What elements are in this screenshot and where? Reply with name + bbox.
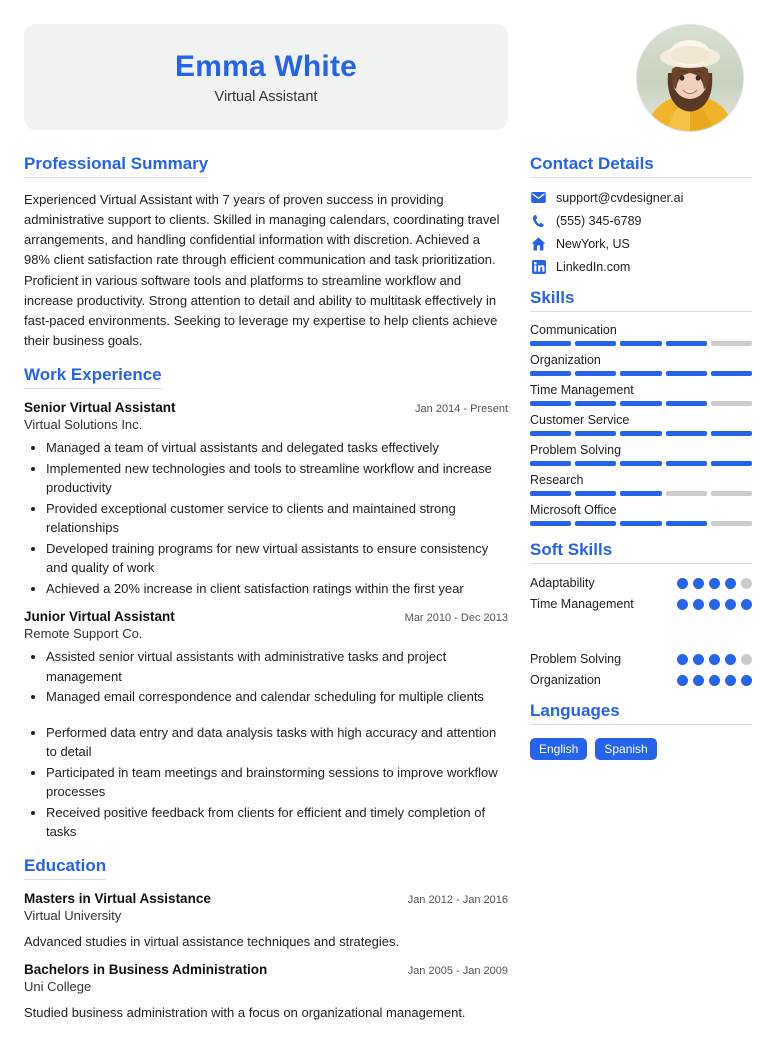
list-item: • Developed training programs for new virtual assistants to ensure consistency and quality of work <box>46 539 508 578</box>
soft-skill-row <box>530 673 752 687</box>
section-skills <box>530 288 752 526</box>
skill-bar-segment <box>666 371 707 376</box>
rating-dot <box>741 599 752 610</box>
education-entry <box>24 891 508 952</box>
work-bullets <box>24 647 508 842</box>
skill-bar-segment <box>530 371 571 376</box>
list-item: • Achieved a 20% increase in client satisfaction ratings within the first year <box>46 579 508 599</box>
rating-dot <box>741 578 752 589</box>
skill-bar-segment <box>575 371 616 376</box>
sidebar-column <box>530 154 752 1037</box>
phone-icon <box>530 213 547 228</box>
section-heading-languages: Languages <box>530 701 752 725</box>
rating-dot <box>709 675 720 686</box>
skill-label: Customer Service <box>530 413 630 427</box>
language-tag[interactable]: English <box>530 738 587 760</box>
skill-level-bar <box>530 461 752 466</box>
skill-bar-segment <box>530 401 571 406</box>
soft-skill-label: Time Management <box>530 597 634 611</box>
list-item: • Provided exceptional customer service to clients and maintained strong relationships <box>46 499 508 538</box>
soft-skill-row <box>530 576 752 590</box>
skill-bar-segment <box>530 431 571 436</box>
soft-skill-group <box>530 652 752 687</box>
skill-bar-segment <box>711 431 752 436</box>
soft-skill-rating <box>677 578 752 589</box>
skill-bar-segment <box>666 341 707 346</box>
contact-item-location[interactable] <box>530 236 752 251</box>
skill-bar-segment <box>666 431 707 436</box>
skill-bar-segment <box>530 521 571 526</box>
skill-bar-segment <box>575 401 616 406</box>
skill-label: Microsoft Office <box>530 503 617 517</box>
skill-bar-segment <box>620 371 661 376</box>
soft-skill-label: Adaptability <box>530 576 595 590</box>
soft-skill-rating <box>677 599 752 610</box>
profile-photo-illustration <box>637 25 743 131</box>
resume-header <box>24 24 744 140</box>
resume-body <box>24 154 744 1037</box>
skill-level-bar <box>530 341 752 346</box>
list-item: • Participated in team meetings and brainstorming sessions to improve workflow processes <box>46 763 508 802</box>
home-icon <box>530 236 547 251</box>
linkedin-icon <box>530 259 547 274</box>
skill-label: Time Management <box>530 383 634 397</box>
education-degree: Masters in Virtual Assistance <box>24 890 211 906</box>
section-languages <box>530 701 752 760</box>
skill-bar-segment <box>575 341 616 346</box>
rating-dot <box>725 578 736 589</box>
skill-bar-segment <box>711 491 752 496</box>
list-item: • Performed data entry and data analysis tasks with high accuracy and attention to detail <box>46 723 508 762</box>
skill-bar-segment <box>711 521 752 526</box>
soft-skill-label: Problem Solving <box>530 652 622 666</box>
skill-item <box>530 413 752 436</box>
education-degree: Bachelors in Business Administration <box>24 962 268 978</box>
work-role: Senior Virtual Assistant <box>24 400 176 416</box>
rating-dot <box>677 599 688 610</box>
contact-item-linkedin[interactable] <box>530 259 752 274</box>
rating-dot <box>677 675 688 686</box>
skill-bar-segment <box>575 461 616 466</box>
job-title: Virtual Assistant <box>214 89 318 105</box>
list-item: • Managed email correspondence and calendar scheduling for multiple clients <box>46 687 508 707</box>
rating-dot <box>725 675 736 686</box>
work-entry-head <box>24 609 508 624</box>
section-heading-summary: Professional Summary <box>24 154 208 178</box>
list-item: • Implemented new technologies and tools to streamline workflow and increase productivity <box>46 459 508 498</box>
list-item: • Managed a team of virtual assistants and delegated tasks effectively <box>46 438 508 458</box>
skill-label: Organization <box>530 353 601 367</box>
list-item: • Received positive feedback from clients for efficient and timely completion of tasks <box>46 803 508 842</box>
skill-bar-segment <box>711 401 752 406</box>
skill-label: Problem Solving <box>530 443 622 457</box>
language-tag[interactable]: Spanish <box>595 738 656 760</box>
education-institution: Virtual University <box>24 907 122 923</box>
skill-bar-segment <box>620 491 661 496</box>
skill-item <box>530 383 752 406</box>
rating-dot <box>725 654 736 665</box>
rating-dot <box>741 654 752 665</box>
skill-bar-segment <box>666 521 707 526</box>
work-date: Jan 2014 - Present <box>415 403 508 416</box>
contact-item-email[interactable] <box>530 190 752 205</box>
rating-dot <box>709 578 720 589</box>
skill-item <box>530 473 752 496</box>
skill-label: Research <box>530 473 584 487</box>
rating-dot <box>693 578 704 589</box>
soft-skill-rating <box>677 675 752 686</box>
rating-dot <box>741 675 752 686</box>
skill-item <box>530 503 752 526</box>
work-entry-head <box>24 400 508 415</box>
languages-list <box>530 738 752 760</box>
work-bullets <box>24 438 508 598</box>
contact-value: LinkedIn.com <box>556 259 631 274</box>
skill-bar-segment <box>620 431 661 436</box>
avatar <box>636 24 744 132</box>
section-work-experience <box>24 365 508 842</box>
skill-level-bar <box>530 371 752 376</box>
skill-bar-segment <box>530 341 571 346</box>
education-entry-head <box>24 962 508 977</box>
contact-value: (555) 345-6789 <box>556 213 642 228</box>
skill-bar-segment <box>711 461 752 466</box>
skill-bar-segment <box>575 491 616 496</box>
skill-label: Communication <box>530 323 617 337</box>
skill-bar-segment <box>666 491 707 496</box>
section-heading-work-experience: Work Experience <box>24 365 162 389</box>
soft-skill-group-spacer <box>530 618 752 640</box>
soft-skill-label: Organization <box>530 673 601 687</box>
skill-bar-segment <box>530 491 571 496</box>
skill-bar-segment <box>575 431 616 436</box>
skill-level-bar <box>530 431 752 436</box>
section-soft-skills <box>530 540 752 687</box>
education-description: Advanced studies in virtual assistance techniques and strategies. <box>24 933 400 949</box>
rating-dot <box>677 654 688 665</box>
skill-bar-segment <box>711 341 752 346</box>
section-heading-contact: Contact Details <box>530 154 752 178</box>
soft-skill-row <box>530 597 752 611</box>
education-institution: Uni College <box>24 979 92 995</box>
contact-list <box>530 190 752 274</box>
skills-list <box>530 323 752 526</box>
work-role: Junior Virtual Assistant <box>24 609 175 625</box>
section-heading-skills: Skills <box>530 288 752 312</box>
skill-bar-segment <box>530 461 571 466</box>
rating-dot <box>709 599 720 610</box>
skill-item <box>530 323 752 346</box>
list-item: • Assisted senior virtual assistants with administrative tasks and project management <box>46 647 508 686</box>
work-organization: Remote Support Co. <box>24 626 143 642</box>
soft-skill-rating <box>677 654 752 665</box>
section-education <box>24 856 508 1023</box>
section-heading-soft-skills: Soft Skills <box>530 540 752 564</box>
skill-item <box>530 443 752 466</box>
education-entry-head <box>24 891 508 906</box>
work-organization: Virtual Solutions Inc. <box>24 417 143 433</box>
contact-value: NewYork, US <box>556 236 630 251</box>
rating-dot <box>693 599 704 610</box>
rating-dot <box>693 675 704 686</box>
skill-level-bar <box>530 401 752 406</box>
rating-dot <box>677 578 688 589</box>
education-date: Jan 2005 - Jan 2009 <box>407 965 508 978</box>
soft-skill-group <box>530 576 752 611</box>
work-entry <box>24 609 508 842</box>
soft-skill-row <box>530 652 752 666</box>
skill-bar-segment <box>620 521 661 526</box>
skill-bar-segment <box>620 401 661 406</box>
rating-dot <box>709 654 720 665</box>
name-panel <box>24 24 508 130</box>
contact-item-phone[interactable] <box>530 213 752 228</box>
rating-dot <box>725 599 736 610</box>
skill-bar-segment <box>620 461 661 466</box>
education-description: Studied business administration with a focus on organizational management. <box>24 1005 466 1021</box>
skill-level-bar <box>530 521 752 526</box>
education-date: Jan 2012 - Jan 2016 <box>407 893 508 906</box>
section-professional-summary <box>24 154 508 351</box>
rating-dot <box>693 654 704 665</box>
soft-skills-list <box>530 576 752 687</box>
skill-bar-segment <box>711 371 752 376</box>
section-heading-education: Education <box>24 856 106 880</box>
work-date: Mar 2010 - Dec 2013 <box>404 612 508 625</box>
skill-bar-segment <box>620 341 661 346</box>
main-column <box>24 154 508 1037</box>
section-contact-details <box>530 154 752 274</box>
contact-value: support@cvdesigner.ai <box>556 190 684 205</box>
envelope-icon <box>530 190 547 205</box>
work-entry <box>24 400 508 598</box>
summary-text: Experienced Virtual Assistant with 7 years of proven success in providing administrative support to clients. Skilled in managing calendars, coordinating travel arrangements, and handling confidential information with discretion. Achieved a 98% client satisfaction rate through efficient communication and task prioritization. Proficient in various software tools and platforms to streamline workflow and increase productivity. Strong attention to detail and ability to multitask effectively in fast-paced environments. Seeking to leverage my expertise to help clients achieve their business goals. <box>24 192 500 348</box>
skill-item <box>530 353 752 376</box>
skill-bar-segment <box>575 521 616 526</box>
skill-level-bar <box>530 491 752 496</box>
skill-bar-segment <box>666 461 707 466</box>
page-title: Emma White <box>174 50 358 83</box>
skill-bar-segment <box>666 401 707 406</box>
